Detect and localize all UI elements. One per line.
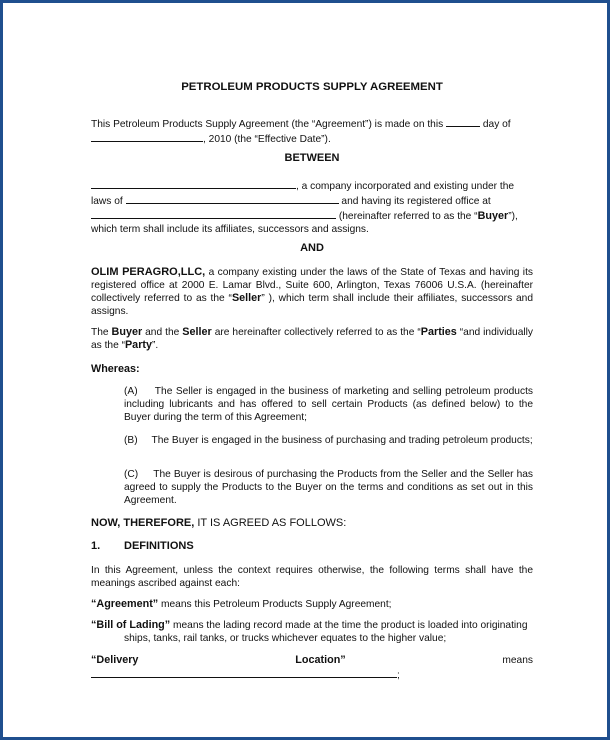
party1-text-b: and having its registered office at	[341, 196, 491, 207]
parties-text-c: are hereinafter collectively referred to as the “	[211, 327, 421, 338]
delivery-location-blank	[91, 667, 397, 678]
definition-delivery-location-text: means	[345, 655, 533, 666]
between-heading: BETWEEN	[284, 152, 340, 164]
party1-paragraph	[91, 178, 533, 236]
date-blank	[91, 131, 203, 142]
section-1-number: 1.	[91, 540, 101, 552]
recital-c: (C) The Buyer is desirous of purchasing the Products from the Seller and the Seller has agreed to supply the Products to the Buyer on the terms and conditions as set out in this Agreement.	[124, 469, 533, 506]
parties-buyer-term: Buyer	[111, 326, 143, 338]
now-therefore-bold: NOW, THEREFORE,	[91, 517, 195, 529]
definition-delivery-location-term: “Delivery Location”	[91, 654, 346, 666]
definition-bill-of-lading-cont: ships, tanks, rail tanks, or trucks whichever equates to the higher value;	[124, 633, 447, 644]
section-1-heading	[91, 540, 533, 553]
party2-seller-term: Seller	[231, 292, 262, 304]
definition-agreement	[91, 598, 533, 611]
document-title: PETROLEUM PRODUCTS SUPPLY AGREEMENT	[181, 81, 443, 93]
parties-parties-term: Parties	[420, 326, 457, 338]
definition-agreement-term: “Agreement”	[91, 598, 159, 610]
party1-laws-blank	[126, 193, 339, 204]
now-therefore-line	[91, 517, 533, 530]
intro-paragraph	[91, 116, 533, 146]
parties-paragraph	[91, 326, 533, 352]
party2-paragraph	[91, 266, 533, 318]
definition-delivery-location	[91, 654, 533, 682]
definition-bill-of-lading	[91, 619, 533, 645]
day-blank	[446, 116, 480, 127]
whereas-heading: Whereas:	[91, 363, 140, 375]
definition-delivery-location-end: ;	[397, 670, 400, 681]
definition-agreement-text: means this Petroleum Products Supply Agreement;	[158, 599, 392, 610]
party2-text-b: ” ), which term shall include their affiliates, successors and assigns.	[91, 293, 533, 317]
definition-bill-of-lading-term: “Bill of Lading”	[91, 619, 171, 631]
definition-bill-of-lading-text: means the lading record made at the time the product is loaded into originating	[170, 620, 528, 631]
party1-text-e: which term shall include its affiliates, successors and assigns.	[91, 224, 369, 235]
parties-seller-term: Seller	[182, 326, 212, 338]
parties-party-term: Party	[124, 339, 152, 351]
intro-line2-text: , 2010 (the “Effective Date”).	[203, 134, 331, 145]
definitions-intro: In this Agreement, unless the context requires otherwise, the following terms shall have the meanings ascribed against each:	[91, 565, 533, 589]
intro-day-of: day of	[482, 119, 511, 130]
recital-b: (B) The Buyer is engaged in the business of purchasing and trading petroleum products;	[124, 435, 533, 446]
parties-text-d: “and individually as the “	[91, 327, 533, 351]
party1-text-a: , a company incorporated and existing under the	[296, 181, 515, 192]
party1-name-blank	[91, 178, 296, 189]
party1-text-d: ”),	[508, 211, 518, 222]
parties-text-e: ”.	[152, 340, 159, 351]
recital-a: (A) The Seller is engaged in the business of marketing and selling petroleum products including lubricants and has offered to sell certain Products (as defined below) to the Buyer during the term of this Agreement;	[124, 386, 533, 423]
parties-text-a: The	[91, 327, 112, 338]
and-heading: AND	[300, 242, 324, 254]
party1-text-c: (hereinafter referred to as the “	[338, 211, 478, 222]
now-therefore-rest: IT IS AGREED AS FOLLOWS:	[194, 517, 347, 529]
party2-text-a: a company existing under the laws of the State of Texas and having its registered office at 2000 E. Lamar Blvd., Suite 600, Arlington, Texas 76006 U.S.A. (hereinafter collectively referred to as the “	[91, 267, 533, 304]
party1-office-blank	[91, 208, 336, 219]
intro-line1-text: This Petroleum Products Supply Agreement (the “Agreement”) is made on this	[91, 119, 444, 130]
party1-buyer-term: Buyer	[477, 210, 509, 222]
party1-laws-of: laws of	[91, 196, 123, 207]
section-1-title: DEFINITIONS	[124, 540, 194, 552]
parties-text-b: and the	[142, 327, 183, 338]
party2-name: OLIM PERAGRO,LLC,	[91, 266, 206, 278]
